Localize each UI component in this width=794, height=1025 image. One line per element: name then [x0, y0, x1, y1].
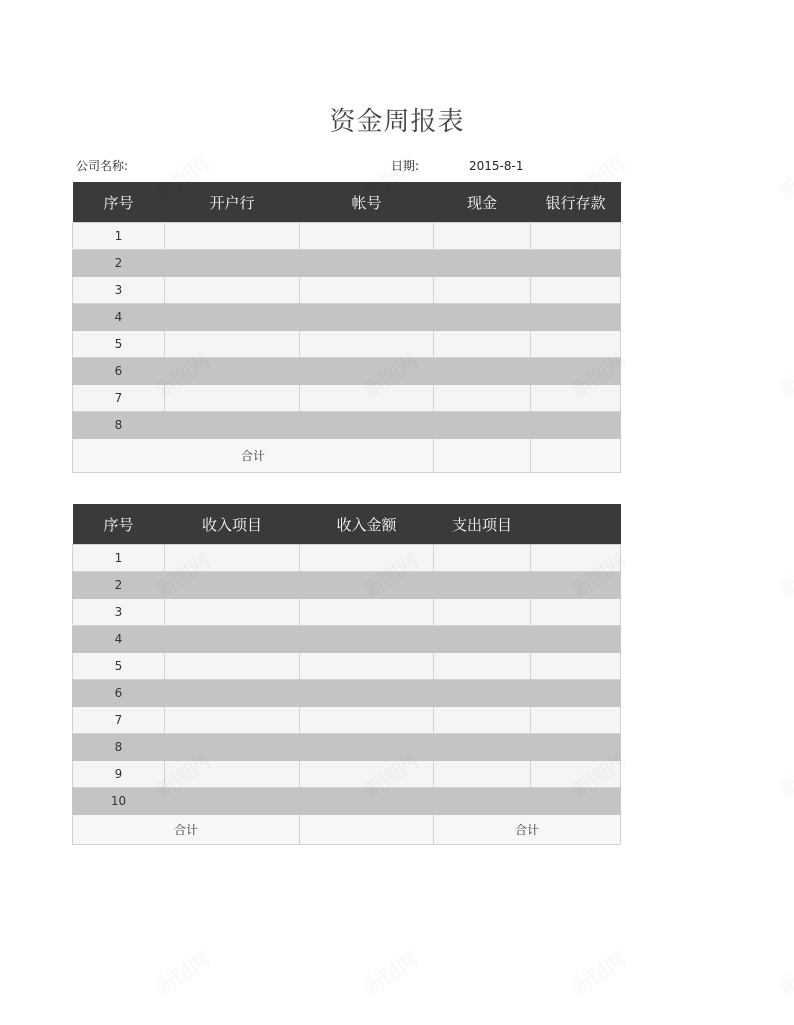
header-serial: 序号 — [73, 182, 165, 223]
cell-bank[interactable] — [165, 250, 300, 277]
date-value[interactable]: 2015-8-1 — [469, 159, 524, 173]
cell-bank[interactable] — [165, 277, 300, 304]
table-row — [73, 572, 621, 599]
row-number: 6 — [73, 680, 165, 707]
cell-income-item[interactable] — [165, 653, 300, 680]
company-name-label: 公司名称: — [76, 159, 129, 173]
cell-income-amount[interactable] — [300, 680, 434, 707]
table-row — [73, 545, 621, 572]
total-deposit-cell[interactable] — [531, 439, 621, 473]
table-row — [73, 653, 621, 680]
cell-expense-item[interactable] — [434, 626, 531, 653]
cell-expense-amount[interactable] — [531, 653, 621, 680]
cell-expense-item[interactable] — [434, 599, 531, 626]
cell-bank[interactable] — [165, 223, 300, 250]
cell-income-amount[interactable] — [300, 653, 434, 680]
income-total-cell[interactable] — [300, 815, 434, 845]
watermark — [772, 745, 794, 803]
cell-expense-amount[interactable] — [531, 761, 621, 788]
total-label: 合计 — [73, 439, 434, 473]
cell-expense-item[interactable] — [434, 707, 531, 734]
row-number: 9 — [73, 761, 165, 788]
cell-expense-item[interactable] — [434, 761, 531, 788]
header-income-item: 收入项目 — [165, 504, 300, 545]
cell-cash[interactable] — [434, 412, 531, 439]
watermark — [772, 147, 794, 205]
cell-cash[interactable] — [434, 277, 531, 304]
cell-bank[interactable] — [165, 385, 300, 412]
header-deposit: 银行存款 — [531, 182, 621, 223]
cell-expense-amount[interactable] — [531, 599, 621, 626]
watermark — [772, 943, 794, 1001]
table-row — [73, 358, 621, 385]
watermark — [149, 943, 215, 1001]
row-number: 4 — [73, 304, 165, 331]
table-row — [73, 277, 621, 304]
cell-expense-amount[interactable] — [531, 680, 621, 707]
cell-expense-item[interactable] — [434, 734, 531, 761]
cell-income-amount[interactable] — [300, 761, 434, 788]
row-number: 5 — [73, 653, 165, 680]
cell-income-amount[interactable] — [300, 572, 434, 599]
cell-income-item[interactable] — [165, 626, 300, 653]
total-row — [73, 815, 621, 845]
cell-expense-item[interactable] — [434, 788, 531, 815]
cell-bank[interactable] — [165, 304, 300, 331]
cell-deposit[interactable] — [531, 304, 621, 331]
cell-account[interactable] — [300, 277, 434, 304]
header-expense-item: 支出项目 — [434, 504, 531, 545]
cell-income-amount[interactable] — [300, 734, 434, 761]
cell-cash[interactable] — [434, 358, 531, 385]
cell-expense-amount[interactable] — [531, 545, 621, 572]
cell-cash[interactable] — [434, 304, 531, 331]
expense-total-label: 合计 — [434, 815, 621, 845]
header-cash: 现金 — [434, 182, 531, 223]
row-number: 6 — [73, 358, 165, 385]
watermark — [565, 943, 631, 1001]
row-number: 7 — [73, 707, 165, 734]
cell-deposit[interactable] — [531, 250, 621, 277]
cell-income-item[interactable] — [165, 761, 300, 788]
cell-deposit[interactable] — [531, 358, 621, 385]
cell-expense-amount[interactable] — [531, 707, 621, 734]
cell-expense-item[interactable] — [434, 653, 531, 680]
cell-cash[interactable] — [434, 250, 531, 277]
cell-income-amount[interactable] — [300, 599, 434, 626]
cell-expense-item[interactable] — [434, 680, 531, 707]
cell-income-item[interactable] — [165, 545, 300, 572]
cell-bank[interactable] — [165, 358, 300, 385]
table-row — [73, 250, 621, 277]
row-number: 8 — [73, 734, 165, 761]
table-row — [73, 680, 621, 707]
cell-income-item[interactable] — [165, 788, 300, 815]
table-row — [73, 412, 621, 439]
header-bank: 开户行 — [165, 182, 300, 223]
cell-income-item[interactable] — [165, 572, 300, 599]
watermark — [357, 943, 423, 1001]
cell-income-item[interactable] — [165, 707, 300, 734]
table-row — [73, 599, 621, 626]
row-number: 2 — [73, 250, 165, 277]
table-row — [73, 761, 621, 788]
row-number: 3 — [73, 599, 165, 626]
cell-account[interactable] — [300, 412, 434, 439]
page-title: 资金周报表 — [329, 107, 465, 137]
cell-account[interactable] — [300, 304, 434, 331]
row-number: 1 — [73, 545, 165, 572]
table-row — [73, 788, 621, 815]
cell-cash[interactable] — [434, 223, 531, 250]
header-serial: 序号 — [73, 504, 165, 545]
cell-cash[interactable] — [434, 331, 531, 358]
cell-deposit[interactable] — [531, 385, 621, 412]
table-row — [73, 734, 621, 761]
table-row — [73, 223, 621, 250]
table-header-row — [73, 182, 621, 223]
cell-deposit[interactable] — [531, 331, 621, 358]
watermark — [772, 545, 794, 603]
table-row — [73, 304, 621, 331]
cell-deposit[interactable] — [531, 412, 621, 439]
table-header-row — [73, 504, 621, 545]
cell-deposit[interactable] — [531, 277, 621, 304]
cell-bank[interactable] — [165, 412, 300, 439]
header-income-amount: 收入金额 — [300, 504, 434, 545]
row-number: 5 — [73, 331, 165, 358]
cell-account[interactable] — [300, 331, 434, 358]
cell-expense-amount[interactable] — [531, 572, 621, 599]
cell-expense-item[interactable] — [434, 545, 531, 572]
income-expense-table — [72, 504, 621, 845]
cell-income-item[interactable] — [165, 680, 300, 707]
row-number: 7 — [73, 385, 165, 412]
cell-income-amount[interactable] — [300, 626, 434, 653]
watermark — [772, 345, 794, 403]
fund-balance-table — [72, 182, 621, 473]
income-total-label: 合计 — [73, 815, 300, 845]
row-number: 10 — [73, 788, 165, 815]
total-row — [73, 439, 621, 473]
row-number: 3 — [73, 277, 165, 304]
table-row — [73, 707, 621, 734]
cell-expense-amount[interactable] — [531, 788, 621, 815]
header-account: 帐号 — [300, 182, 434, 223]
cell-bank[interactable] — [165, 331, 300, 358]
row-number: 8 — [73, 412, 165, 439]
header-expense-amount — [531, 504, 621, 545]
cell-income-amount[interactable] — [300, 545, 434, 572]
cell-income-item[interactable] — [165, 599, 300, 626]
row-number: 2 — [73, 572, 165, 599]
cell-income-amount[interactable] — [300, 788, 434, 815]
cell-income-amount[interactable] — [300, 707, 434, 734]
cell-expense-item[interactable] — [434, 572, 531, 599]
cell-cash[interactable] — [434, 385, 531, 412]
cell-income-item[interactable] — [165, 734, 300, 761]
cell-expense-amount[interactable] — [531, 734, 621, 761]
cell-account[interactable] — [300, 223, 434, 250]
date-label: 日期: — [391, 159, 420, 173]
cell-account[interactable] — [300, 385, 434, 412]
row-number: 4 — [73, 626, 165, 653]
table-row — [73, 331, 621, 358]
table-row — [73, 385, 621, 412]
cell-deposit[interactable] — [531, 223, 621, 250]
total-cash-cell[interactable] — [434, 439, 531, 473]
cell-account[interactable] — [300, 358, 434, 385]
cell-account[interactable] — [300, 250, 434, 277]
cell-expense-amount[interactable] — [531, 626, 621, 653]
row-number: 1 — [73, 223, 165, 250]
table-row — [73, 626, 621, 653]
